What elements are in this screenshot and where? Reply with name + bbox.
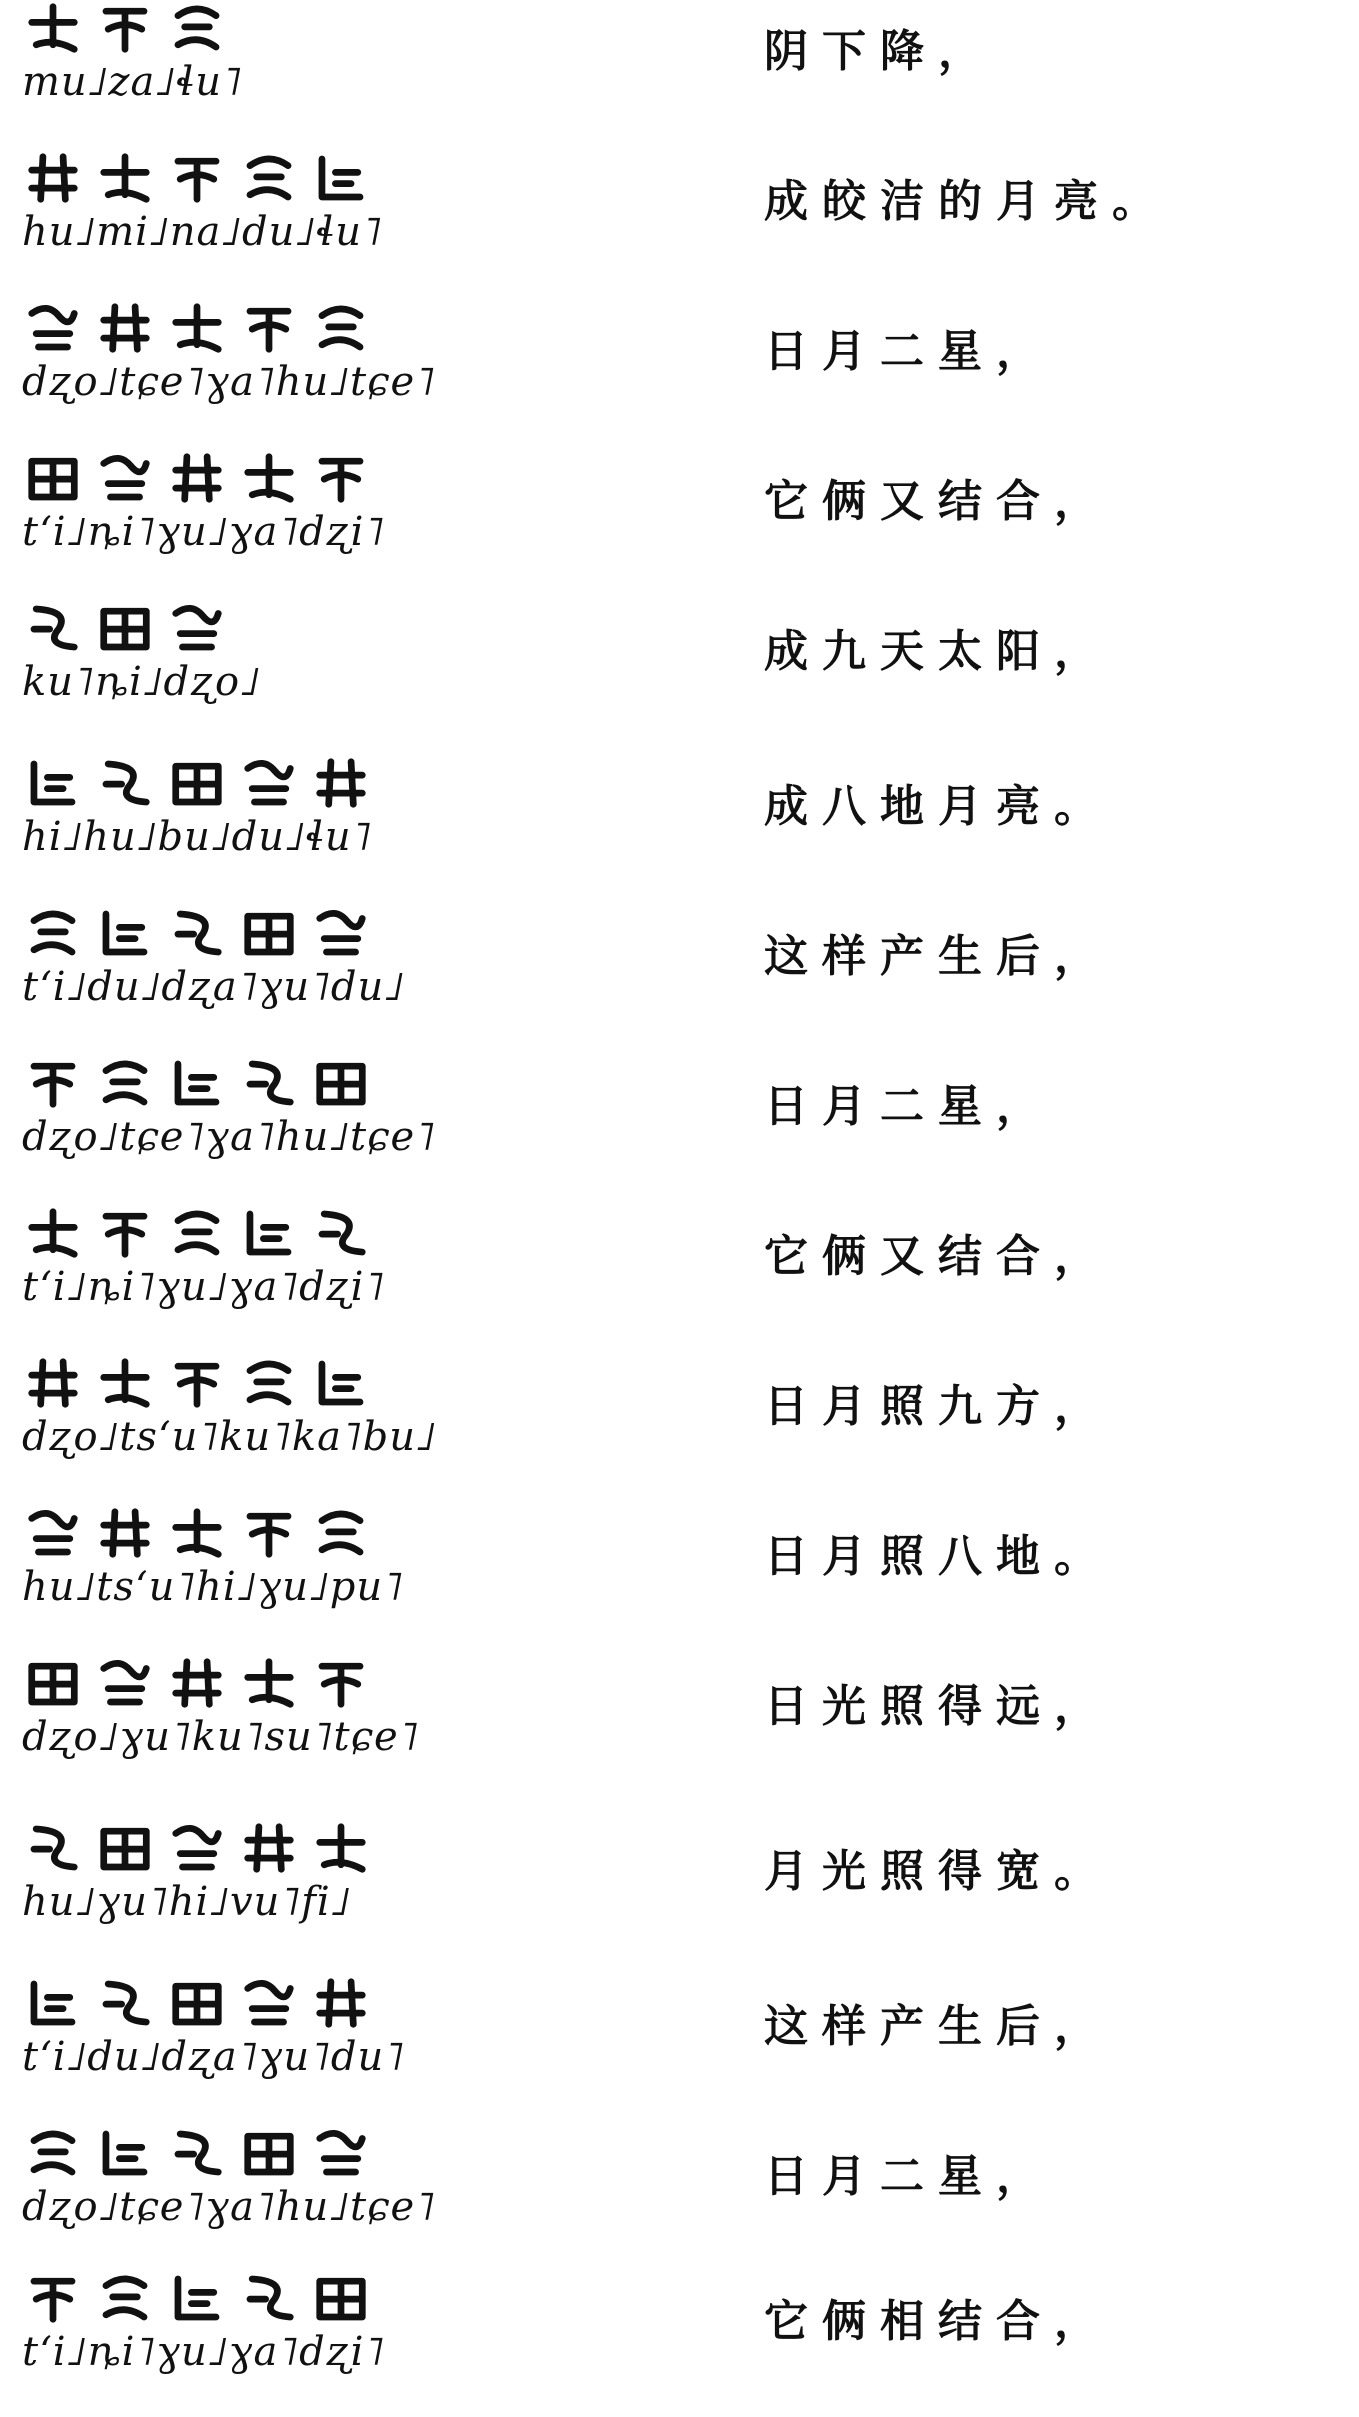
yi-glyph-icon	[238, 905, 300, 961]
yi-glyph-icon	[166, 300, 228, 356]
chinese-translation: 日月二星，	[764, 1081, 1054, 1132]
yi-script-block	[22, 2270, 452, 2390]
yi-glyph-icon	[238, 300, 300, 356]
yi-glyph-icon	[310, 300, 372, 356]
yi-script-block	[22, 450, 452, 570]
yi-glyph-icon	[166, 1975, 228, 2031]
yi-glyph-icon	[166, 0, 228, 56]
yi-glyph-icon	[238, 1505, 300, 1561]
verse-row	[0, 0, 1359, 140]
yi-script-block	[22, 755, 452, 875]
yi-glyph-icon	[238, 1655, 300, 1711]
yi-glyph-icon	[166, 2125, 228, 2181]
phonetic-transcription: dʐo˩tsʻu˥ku˥ka˥bu˩	[22, 1414, 437, 1460]
yi-glyph-icon	[166, 1355, 228, 1411]
yi-script-block	[22, 1205, 452, 1325]
yi-glyph-icon	[166, 1655, 228, 1711]
yi-glyph-icon	[94, 1205, 156, 1261]
yi-glyph-icon	[166, 1205, 228, 1261]
verse-row	[0, 2270, 1359, 2410]
yi-glyph-icon	[238, 1355, 300, 1411]
yi-glyph-icon	[22, 1205, 84, 1261]
yi-glyph-icon	[166, 755, 228, 811]
chinese-translation: 成皎洁的月亮。	[764, 176, 1170, 227]
yi-glyph-icon	[94, 1975, 156, 2031]
yi-script-block	[22, 1975, 452, 2095]
yi-glyph-icon	[310, 2270, 372, 2326]
chinese-translation: 这样产生后，	[764, 931, 1112, 982]
yi-glyph-icon	[94, 450, 156, 506]
yi-glyph-icon	[238, 2125, 300, 2181]
yi-glyph-icon	[94, 1055, 156, 1111]
phonetic-transcription: hu˩ɣu˥hi˩vu˥fi˩	[22, 1879, 352, 1925]
yi-glyph-icon	[22, 300, 84, 356]
phonetic-transcription: dʐo˩tɕe˥ɣa˥hu˩tɕe˥	[22, 1114, 436, 1160]
yi-glyph-icon	[166, 600, 228, 656]
chinese-translation: 日月照九方，	[764, 1381, 1112, 1432]
verse-row	[0, 755, 1359, 895]
phonetic-transcription: tʻi˩du˩dʐa˥ɣu˥du˥	[22, 2034, 406, 2080]
yi-glyph-icon	[238, 1205, 300, 1261]
phonetic-transcription: ku˥ȵi˩dʐo˩	[22, 659, 261, 705]
chinese-translation: 日月二星，	[764, 2151, 1054, 2202]
yi-script-block	[22, 2125, 452, 2245]
yi-glyph-icon	[94, 300, 156, 356]
verse-row	[0, 1505, 1359, 1645]
yi-glyph-icon	[22, 1355, 84, 1411]
verse-row	[0, 450, 1359, 590]
chinese-translation: 阴下降，	[764, 26, 996, 77]
yi-glyph-icon	[94, 600, 156, 656]
phonetic-transcription: hi˩hu˩bu˩du˩ɬu˥	[22, 814, 373, 860]
verse-row	[0, 1355, 1359, 1495]
phonetic-transcription: tʻi˩du˩dʐa˥ɣu˥du˩	[22, 964, 406, 1010]
yi-glyph-icon	[22, 1055, 84, 1111]
yi-glyph-icon	[22, 755, 84, 811]
yi-glyph-icon	[22, 1975, 84, 2031]
yi-glyph-icon	[22, 450, 84, 506]
verse-row	[0, 300, 1359, 440]
yi-glyph-icon	[166, 905, 228, 961]
yi-glyph-icon	[238, 755, 300, 811]
phonetic-transcription: mu˩za˩ɬu˥	[22, 59, 243, 105]
yi-glyph-icon	[310, 450, 372, 506]
chinese-translation: 它俩相结合，	[764, 2296, 1112, 2347]
yi-script-block	[22, 1055, 452, 1175]
yi-glyph-icon	[310, 1355, 372, 1411]
verse-row	[0, 150, 1359, 290]
yi-glyph-icon	[238, 1820, 300, 1876]
yi-script-block	[22, 0, 452, 120]
yi-glyph-icon	[238, 450, 300, 506]
yi-glyph-icon	[94, 2125, 156, 2181]
yi-script-block	[22, 150, 452, 270]
yi-glyph-icon	[22, 2270, 84, 2326]
yi-glyph-icon	[310, 1055, 372, 1111]
yi-glyph-icon	[166, 450, 228, 506]
chinese-translation: 它俩又结合，	[764, 476, 1112, 527]
verse-row	[0, 1055, 1359, 1195]
yi-glyph-icon	[22, 1655, 84, 1711]
verse-row	[0, 2125, 1359, 2265]
yi-glyph-icon	[238, 1055, 300, 1111]
yi-glyph-icon	[310, 1655, 372, 1711]
yi-glyph-icon	[94, 1655, 156, 1711]
yi-script-block	[22, 1505, 452, 1625]
yi-glyph-icon	[94, 1355, 156, 1411]
yi-script-block	[22, 905, 452, 1025]
yi-glyph-icon	[166, 1820, 228, 1876]
yi-glyph-icon	[310, 1205, 372, 1261]
yi-glyph-icon	[94, 1820, 156, 1876]
phonetic-transcription: tʻi˩ȵi˥ɣu˩ɣa˥dʐi˥	[22, 509, 386, 555]
verse-row	[0, 600, 1359, 740]
chinese-translation: 这样产生后，	[764, 2001, 1112, 2052]
yi-glyph-icon	[310, 1975, 372, 2031]
yi-script-block	[22, 1820, 452, 1940]
verse-row	[0, 1205, 1359, 1345]
yi-glyph-icon	[22, 1505, 84, 1561]
yi-glyph-icon	[310, 1820, 372, 1876]
yi-glyph-icon	[166, 2270, 228, 2326]
phonetic-transcription: tʻi˩ȵi˥ɣu˩ɣa˥dʐi˥	[22, 1264, 386, 1310]
yi-glyph-icon	[166, 1505, 228, 1561]
phonetic-transcription: hu˩mi˩na˩du˩ɬu˥	[22, 209, 383, 255]
chinese-translation: 成八地月亮。	[764, 781, 1112, 832]
yi-glyph-icon	[94, 1505, 156, 1561]
yi-glyph-icon	[310, 2125, 372, 2181]
chinese-translation: 成九天太阳，	[764, 626, 1112, 677]
yi-glyph-icon	[310, 905, 372, 961]
yi-glyph-icon	[238, 1975, 300, 2031]
chinese-translation: 月光照得宽。	[764, 1846, 1112, 1897]
verse-row	[0, 905, 1359, 1045]
yi-script-block	[22, 1355, 452, 1475]
yi-script-block	[22, 1655, 452, 1775]
phonetic-transcription: dʐo˩ɣu˥ku˥su˥tɕe˥	[22, 1714, 420, 1760]
phonetic-transcription: hu˩tsʻu˥hi˩ɣu˩pu˥	[22, 1564, 404, 1610]
phonetic-transcription: dʐo˩tɕe˥ɣa˥hu˩tɕe˥	[22, 2184, 436, 2230]
chinese-translation: 日月照八地。	[764, 1531, 1112, 1582]
yi-glyph-icon	[166, 150, 228, 206]
yi-glyph-icon	[94, 755, 156, 811]
yi-glyph-icon	[310, 755, 372, 811]
yi-glyph-icon	[94, 0, 156, 56]
yi-glyph-icon	[22, 2125, 84, 2181]
yi-glyph-icon	[94, 2270, 156, 2326]
yi-glyph-icon	[22, 1820, 84, 1876]
yi-glyph-icon	[238, 150, 300, 206]
yi-glyph-icon	[310, 1505, 372, 1561]
yi-script-block	[22, 600, 452, 720]
verse-row	[0, 1975, 1359, 2115]
phonetic-transcription: dʐo˩tɕe˥ɣa˥hu˩tɕe˥	[22, 359, 436, 405]
verse-row	[0, 1655, 1359, 1795]
yi-script-block	[22, 300, 452, 420]
yi-glyph-icon	[166, 1055, 228, 1111]
phonetic-transcription: tʻi˩ȵi˥ɣu˩ɣa˥dʐi˥	[22, 2329, 386, 2375]
yi-glyph-icon	[94, 905, 156, 961]
chinese-translation: 日光照得远，	[764, 1681, 1112, 1732]
yi-glyph-icon	[94, 150, 156, 206]
chinese-translation: 日月二星，	[764, 326, 1054, 377]
yi-glyph-icon	[22, 905, 84, 961]
yi-glyph-icon	[22, 150, 84, 206]
yi-glyph-icon	[22, 600, 84, 656]
verse-row	[0, 1820, 1359, 1960]
yi-glyph-icon	[310, 150, 372, 206]
chinese-translation: 它俩又结合，	[764, 1231, 1112, 1282]
yi-glyph-icon	[238, 2270, 300, 2326]
yi-glyph-icon	[22, 0, 84, 56]
